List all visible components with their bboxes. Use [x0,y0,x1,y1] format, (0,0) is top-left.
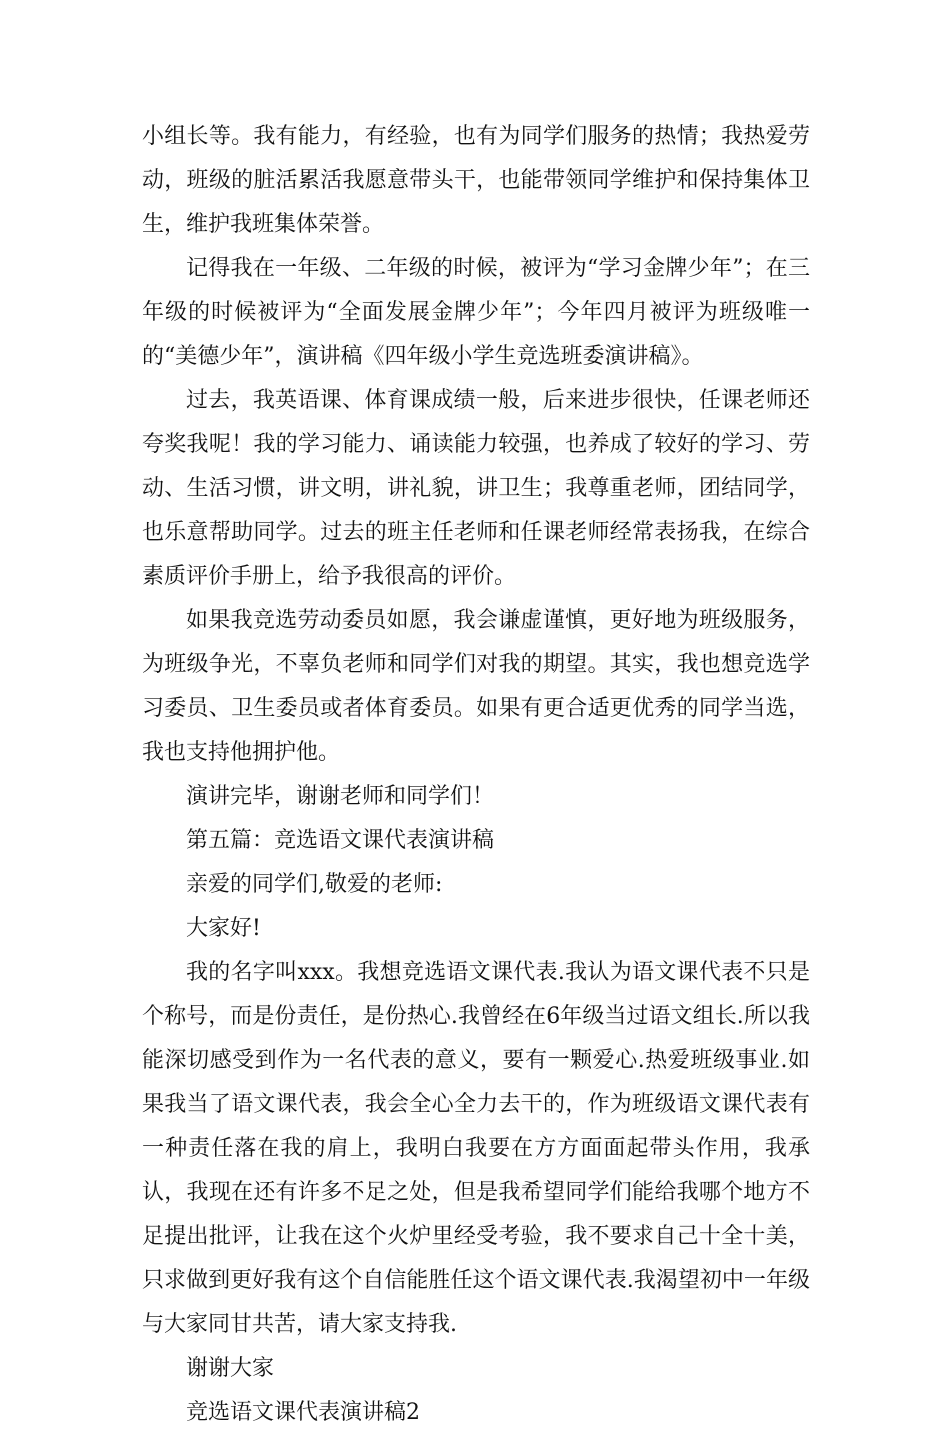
paragraph-2: 记得我在一年级、二年级的时候，被评为“学习金牌少年”；在三年级的时候被评为“全面发展金牌少年”；今年四月被评为班级唯一的“美德少年”，演讲稿《四年级小学生竞选班委演讲稿》。 [142,256,810,369]
greeting: 大家好! [186,916,261,941]
paragraph-speech: 我的名字叫xxx。我想竞选语文课代表.我认为语文课代表不只是个称号，而是份责任，是份热心.我曾经在6年级当过语文组长.所以我能深切感受到作为一名代表的意义，要有一颗爱心.热爱班级事业.如果我当了语文课代表，我会全心全力去干的，作为班级语文课代表有一种责任落在我的肩上，我明白我要在方方面面起带头作用，我承认，我现在还有许多不足之处，但是我希望同学们能给我哪个地方不足提出批评，让我在这个火炉里经受考验，我不要求自己十全十美，只求做到更好我有这个自信能胜任这个语文课代表.我渴望初中一年级与大家同甘共苦，请大家支持我. [142,960,810,1337]
next-title: 竞选语文课代表演讲稿2 [186,1400,420,1425]
section-heading: 第五篇：竞选语文课代表演讲稿 [186,828,495,853]
document-page [142,115,810,1435]
thanks-line: 谢谢大家 [186,1356,275,1381]
paragraph-1: 小组长等。我有能力，有经验，也有为同学们服务的热情；我热爱劳动，班级的脏活累活我愿意带头干，也能带领同学维护和保持集体卫生，维护我班集体荣誉。 [142,124,810,237]
paragraph-4: 如果我竞选劳动委员如愿，我会谦虚谨慎，更好地为班级服务，为班级争光，不辜负老师和同学们对我的期望。其实，我也想竞选学习委员、卫生委员或者体育委员。如果有更合适更优秀的同学当选，我也支持他拥护他。 [142,608,810,765]
paragraph-3: 过去，我英语课、体育课成绩一般，后来进步很快，任课老师还夸奖我呢！我的学习能力、诵读能力较强，也养成了较好的学习、劳动、生活习惯，讲文明，讲礼貌，讲卫生；我尊重老师，团结同学，也乐意帮助同学。过去的班主任老师和任课老师经常表扬我，在综合素质评价手册上，给予我很高的评价。 [142,388,810,589]
salutation: 亲爱的同学们,敬爱的老师: [186,872,443,897]
closing-line: 演讲完毕，谢谢老师和同学们！ [186,784,495,809]
